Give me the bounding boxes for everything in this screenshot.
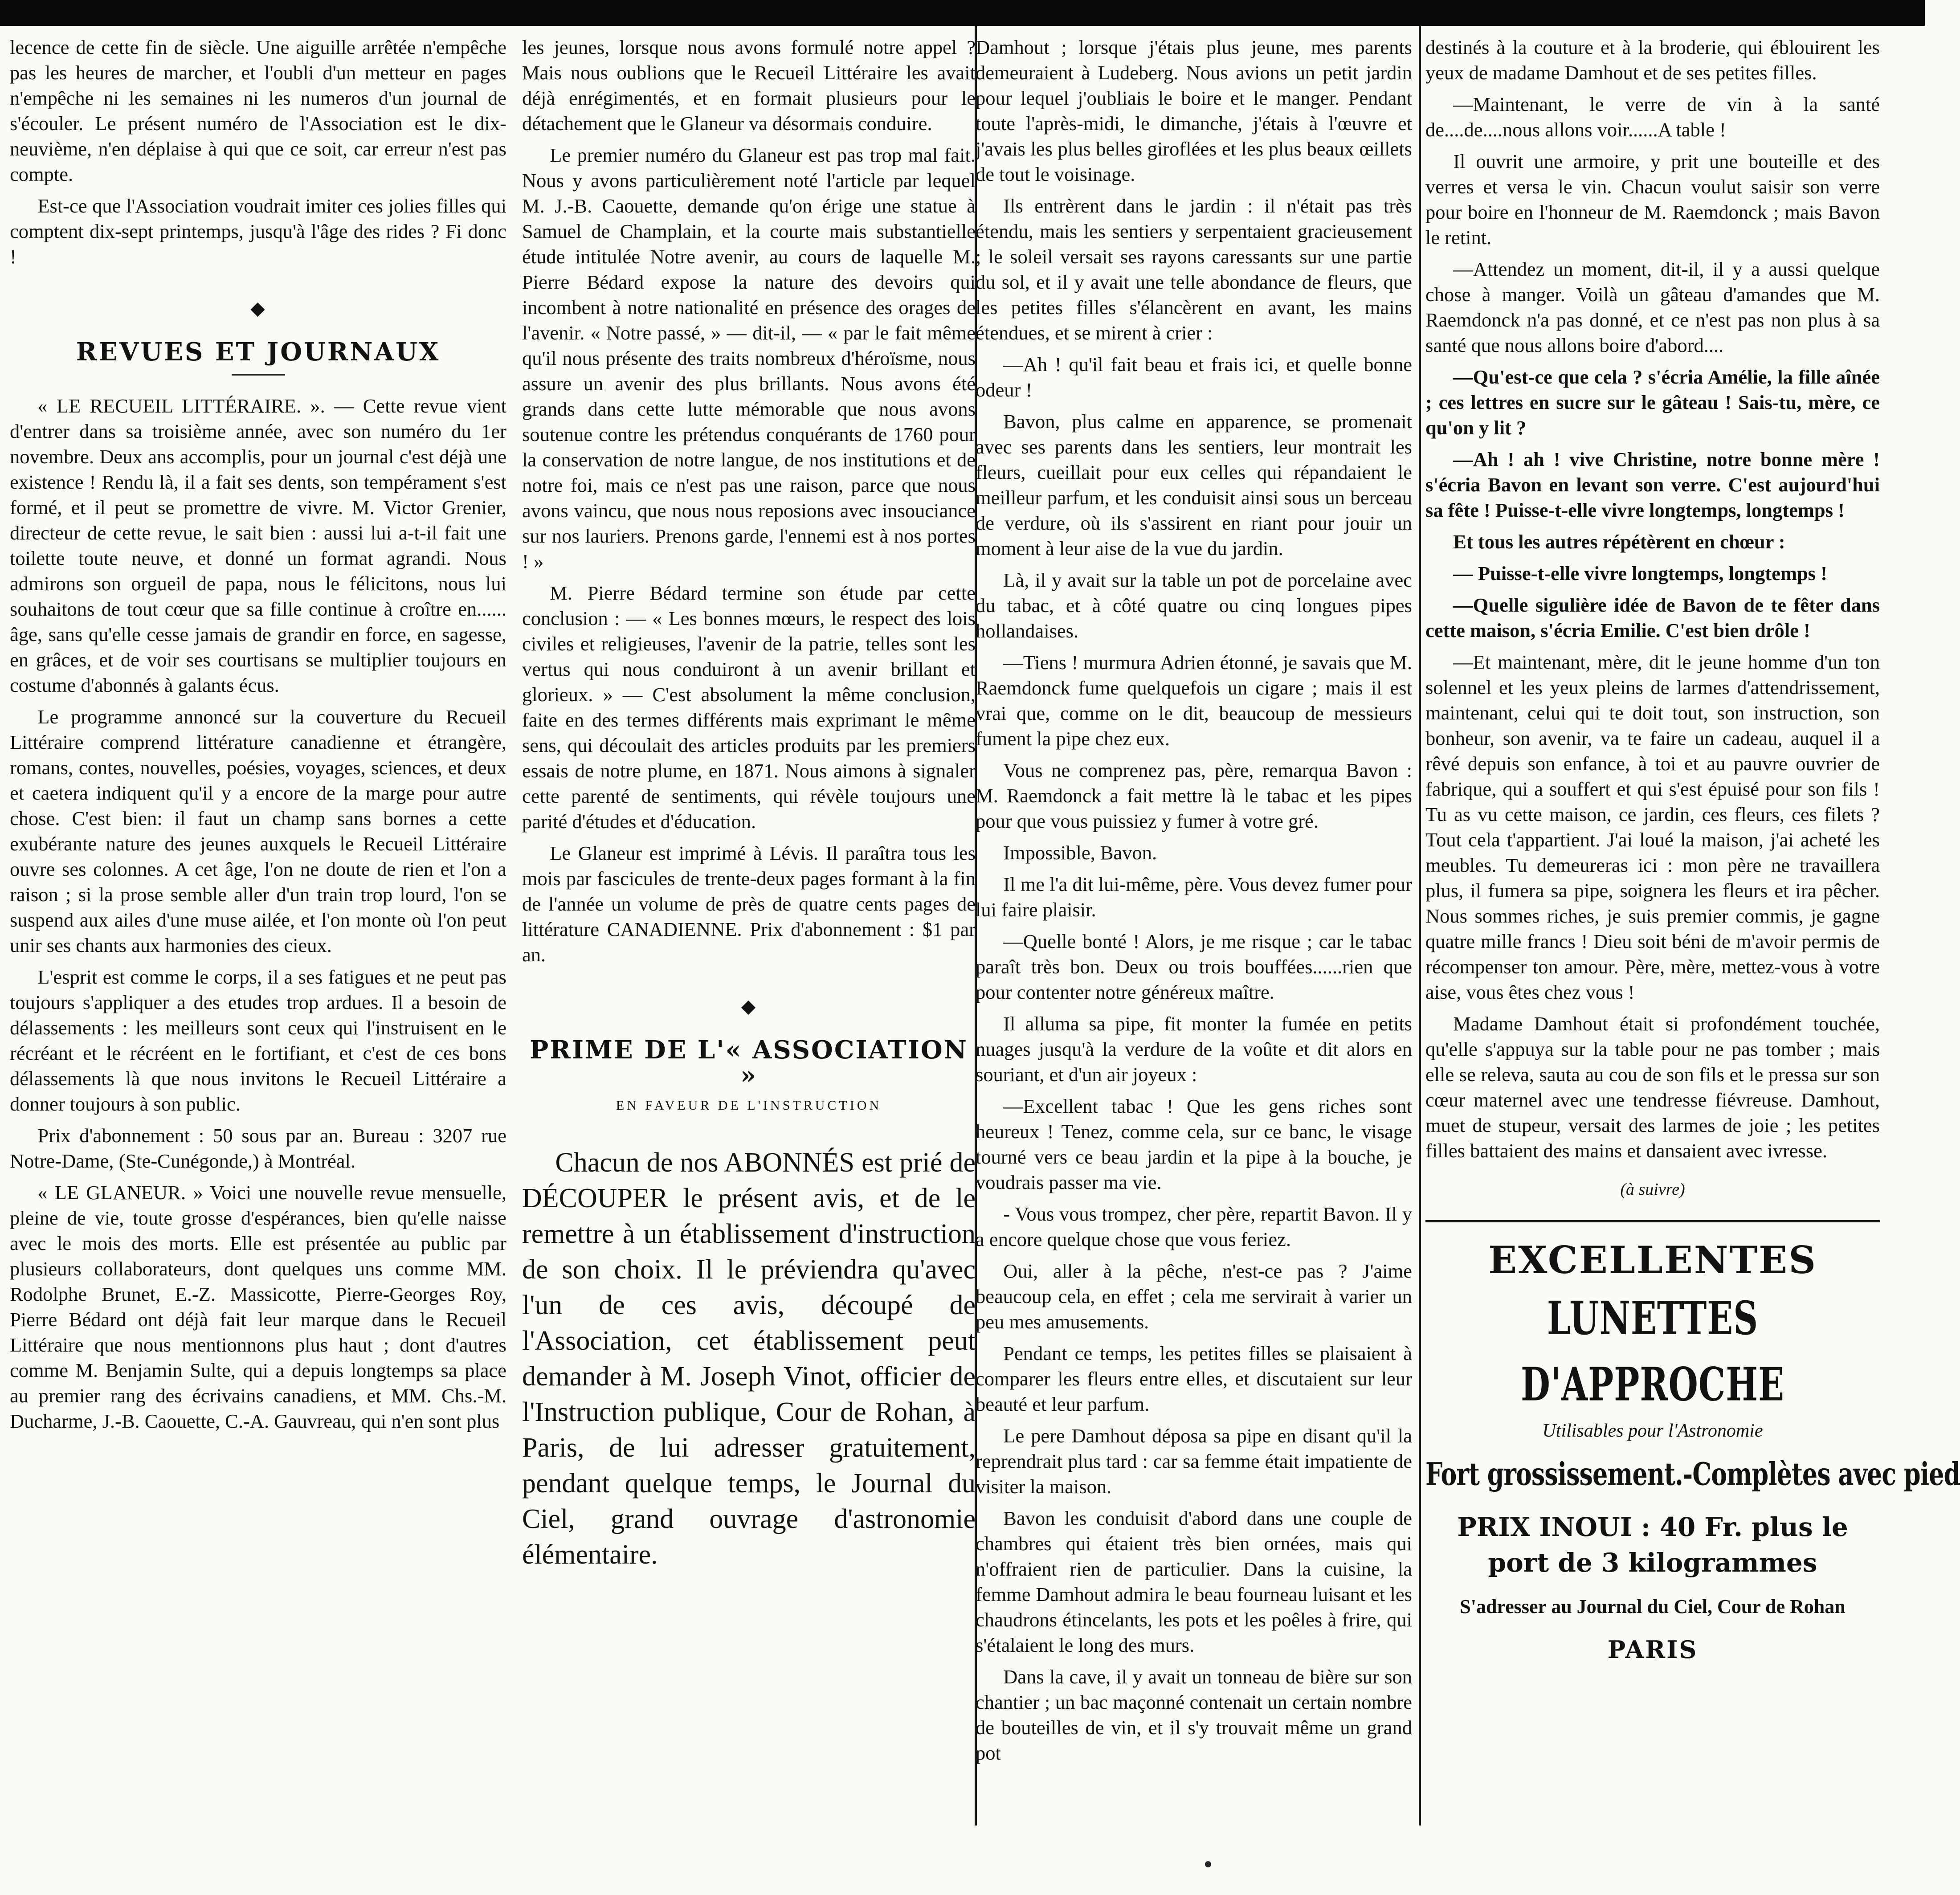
article-prix-recueil: Prix d'abonnement : 50 sous par an. Bureau : 3207 rue Notre-Dame, (Ste-Cunégonde,) à Montréal.: [10, 1124, 506, 1172]
column-2: [522, 35, 976, 1852]
column-divider: [1419, 26, 1421, 1826]
story-paragraph: Il alluma sa pipe, fit monter la fumée en petits nuages jusqu'à la verdure de la voûte et dit alors en souriant, et d'un air joyeux :: [976, 1013, 1412, 1086]
intro-paragraph-2: Est-ce que l'Association voudrait imiter ces jolies filles qui comptent dix-sept printemps, jusqu'à l'âge des rides ? Fi donc !: [10, 195, 506, 268]
story-paragraph: Dans la cave, il y avait un tonneau de bière sur son chantier ; un bac maçonné contenait un certain nombre de bouteilles de vin, et il s'y trouvait même un grand pot: [976, 1666, 1412, 1764]
story-paragraph: — Puisse-t-elle vivre longtemps, longtemps !: [1453, 562, 1827, 584]
column-1: [10, 35, 506, 1852]
story-paragraph: destinés à la couture et à la broderie, qui éblouirent les yeux de madame Damhout et de ses petites filles.: [1425, 36, 1880, 84]
glaneur-printing: Le Glaneur est imprimé à Lévis. Il paraîtra tous les mois par fascicules de trente-deux pages formant à la fin de l'année un volume de près de quatre cents pages de littérature CANADIENNE. Prix d'abonnement : $1 par an.: [522, 842, 976, 966]
article-recueil: « LE RECUEIL LITTÉRAIRE. ». — Cette revue vient d'entrer dans sa troisième année, avec son numéro du 1er novembre. Deux ans accomplis, pour un journal c'est déjà une existence ! Rendu là, il a fait ses dents, son tempérament s'est formé, et il peut se promettre de vivre. M. Victor Grenier, directeur de cette revue, le sait bien : aussi lui a-t-il fait une toilette toute neuve, et donné un format agrandi. Nous admirons son orgueil de papa, nous le félicitons, nous lui souhaitons de tout cœur que sa fille continue à croître en...... âge, sans qu'elle cesse jamais de grandir en force, en sagesse, en grâces, et de voir ses courtisans se multiplier toujours en costume d'abonnés à galants écus.: [10, 395, 506, 696]
section-ornament: [10, 296, 506, 322]
to-be-continued: (à suivre): [1620, 1180, 1685, 1199]
story-paragraph: —Tiens ! murmura Adrien étonné, je savais que M. Raemdonck fume quelquefois un cigare ; mais il est vrai que, comme on le dit, beaucoup de messieurs fument la pipe chez eux.: [976, 651, 1412, 750]
story-paragraph: —Attendez un moment, dit-il, il y a aussi quelque chose à manger. Voilà un gâteau d'amandes que M. Raemdonck n'a pas donné, et ce n'est pas non plus à sa santé que nous allons boire d'abord....: [1425, 258, 1880, 356]
bedard-conclusion: M. Pierre Bédard termine son étude par cette conclusion : — « Les bonnes mœurs, le respect des lois civiles et religieuses, l'avenir de la patrie, telles sont les vertus qui nous conduiront à un avenir brillant et glorieux. » — C'est absolument la même conclusion, faite en des termes différents mais exprimant le même sens, qui découlait des articles produits par les premiers essais de notre plume, en 1871. Nous aimons à signaler cette parenté de sentiments, qui révèle toujours une parité d'études et d'éducation.: [522, 582, 976, 833]
article-glaneur: « LE GLANEUR. » Voici une nouvelle revue mensuelle, pleine de vie, toute grosse d'espérances, bien qu'elle naisse avec le mois des morts. Elle est présentée au public par plusieurs collaborateurs, dont quelques uns comme MM. Rodolphe Brunet, E.-Z. Massicotte, Pierre-Georges Roy, Pierre Bédard ont déjà fait leur marque dans le Recueil Littéraire que nous mentionnons plus haut ; dont d'autres comme M. Benjamin Sulte, qui a depuis longtemps sa place au premier rang des écrivains canadiens, et MM. Chs.-M. Ducharme, J.-B. Caouette, C.-A. Gauvreau, qui n'en sont plus: [10, 1181, 506, 1432]
story-paragraph: Ils entrèrent dans le jardin : il n'était pas très étendu, mais les sentiers y serpentaient gracieusement ; le soleil versait ses rayons caressants sur une partie du sol, et il y avait une telle abondance de fleurs, que les petites filles s'élancèrent en avant, les mains étendues, et se mirent à crier :: [976, 195, 1412, 344]
story-paragraph: Damhout ; lorsque j'étais plus jeune, mes parents demeuraient à Ludeberg. Nous avions un petit jardin pour lequel j'oubliais le boire et le manger. Pendant toute l'après-midi, le dimanche, j'étais à l'œuvre et j'avais les plus belles giroflées et les plus beaux œillets de tout le voisinage.: [976, 36, 1412, 185]
ad-price: PRIX INOUI : 40 Fr. plus le port de 3 kilogrammes: [1457, 1512, 1848, 1578]
ad-top-rule: [1425, 1220, 1880, 1222]
ad-title-lunettes: LUNETTES D'APPROCHE: [1520, 1291, 1785, 1411]
title-underline: [232, 374, 285, 376]
ad-address: S'adresser au Journal du Ciel, Cour de Rohan: [1460, 1596, 1846, 1617]
story-paragraph: Et tous les autres répétèrent en chœur :: [1453, 531, 1785, 553]
story-paragraph: Là, il y avait sur la table un pot de porcelaine avec du tabac, et à côté quatre ou cinq longues pipes hollandaises.: [976, 569, 1412, 642]
ink-dot: [1205, 1861, 1211, 1867]
story-paragraph: —Maintenant, le verre de vin à la santé de....de....nous allons voir......A table !: [1425, 93, 1880, 141]
article-esprit: L'esprit est comme le corps, il a ses fatigues et ne peut pas toujours s'appliquer a des etudes trop ardues. Il a besoin de délassements : les meilleurs sont ceux qui l'instruisent en le récréant et le récréent en le fortifiant, et c'est de ces bons délassements là que nous invitons le Recueil Littéraire a donner toujours à son public.: [10, 966, 506, 1115]
story-paragraph: Impossible, Bavon.: [1003, 841, 1157, 864]
advertisement: [1425, 1236, 1960, 1664]
section-title: REVUES ET JOURNAUX: [76, 337, 441, 367]
intro-paragraph-1: lecence de cette fin de siècle. Une aiguille arrêtée n'empêche pas les heures de marcher, et l'oubli d'un metteur en pages n'empêche ni les semaines ni les numeros d'un journal de s'écouler. Le présent numéro de l'Association est le dix-neuvième, n'en déplaise à qui que ce soit, car erreur n'est pas compte.: [10, 36, 506, 185]
glaneur-review: Le premier numéro du Glaneur est pas trop mal fait. Nous y avons particulièrement noté l'article par lequel M. J.-B. Caouette, demande qu'on érige une statue à Samuel de Champlain, et la courte mais substantielle étude intitulée Notre avenir, au cours de laquelle M. Pierre Bédard expose la nature des devoirs qui incombent à notre nationalité en présence des orages de l'avenir. « Notre passé, » — dit-il, — « par le fait même qu'il nous présente des traits nombreux d'héroïsme, nous assure un avenir des plus brillants. Nous avons été grands dans cette lutte mémorable que nous avons soutenue contre les prétendus conquérants de 1760 pour la conservation de notre langue, de nos institutions et de notre foi, mais ce n'est pas une raison, parce que nous avons vaincu, que nous nous reposions avec insouciance sur nos lauriers. Prenons garde, l'ennemi est à nos portes ! »: [522, 144, 976, 572]
article-programme: Le programme annoncé sur la couverture du Recueil Littéraire comprend littérature canadienne et étrangère, romans, contes, nouvelles, poésies, voyages, sciences, et deux et caetera indiquent qu'il y a encore de la marge pour autre chose. C'est bien: il faut un champ sans bornes a cette exubérante nature des jeunes auxquels le Recueil Littéraire ouvre ses colonnes. A cet âge, l'on ne doute de rien et l'on a raison ; si la prose semble aller d'un train trop lourd, l'on se suspend aux ailes d'une muse ailée, et l'on monte où l'on peut unir ses chants aux harmonies des cieux.: [10, 706, 506, 956]
column-3: [976, 35, 1412, 1852]
column-4: [1425, 35, 1960, 1852]
story-paragraph: Vous ne comprenez pas, père, remarqua Bavon : M. Raemdonck a fait mettre là le tabac et les pipes pour que vous puissiez y fumer à votre gré.: [976, 759, 1412, 832]
story-paragraph: Bavon, plus calme en apparence, se promenait avec ses parents dans les sentiers, leur montrait les fleurs, cueillait pour eux celles qui répandaient le meilleur parfum, et les conduisit ainsi sous un berceau de verdure, où ils s'assirent en riant pour jouir un moment à leur aise de la vue du jardin.: [976, 410, 1412, 560]
story-paragraph: —Quelle bonté ! Alors, je me risque ; car le tabac paraît très bon. Deux ou trois bouffées......rien que pour contenter notre généreux maître.: [976, 930, 1412, 1003]
section-ornament: [522, 994, 976, 1020]
story-paragraph: Oui, aller à la pêche, n'est-ce pas ? J'aime beaucoup cela, en effet ; cela me servirait à varier un peu mes amusements.: [976, 1260, 1412, 1333]
top-black-bar: [0, 0, 1925, 26]
ad-feature: Fort grossissement.-Complètes avec pied: [1425, 1455, 1960, 1493]
story-paragraph: Pendant ce temps, les petites filles se plaisaient à comparer les fleurs entre elles, et discutaient sur leur beauté et leur parfum.: [976, 1342, 1412, 1415]
ad-subtitle: Utilisables pour l'Astronomie: [1542, 1421, 1763, 1441]
ornament-glyph: ◆: [250, 298, 266, 319]
story-paragraph: —Quelle sigulière idée de Bavon de te fêter dans cette maison, s'écria Emilie. C'est bien drôle !: [1425, 594, 1880, 641]
ad-city: PARIS: [1607, 1635, 1698, 1664]
ornament-glyph: ◆: [741, 997, 757, 1017]
story-paragraph: Il ouvrit une armoire, y prit une bouteille et des verres et versa le vin. Chacun voulut saisir son verre pour boire en l'honneur de M. Raemdonck ; mais Bavon le retint.: [1425, 150, 1880, 249]
story-paragraph: Le pere Damhout déposa sa pipe en disant qu'il la reprendrait plus tard : car sa femme était impatiente de visiter la maison.: [976, 1425, 1412, 1498]
story-paragraph: Bavon les conduisit d'abord dans une couple de chambres qui étaient très bien ornées, mais qui n'offraient rien de particulier. Dans la cuisine, la femme Damhout admira le beau fourneau luisant et les chaudrons étincelants, les pots et les poêles à frire, qui s'étalaient le long des murs.: [976, 1507, 1412, 1656]
story-paragraph: —Et maintenant, mère, dit le jeune homme d'un ton solennel et les yeux pleins de larmes d'attendrissement, maintenant, celui qui te doit tout, son instruction, son bonheur, son avenir, va te faire un cadeau, auquel il a rêvé depuis son enfance, à toi et au pauvre ouvrier de fabrique, qui a souffert et qui s'est épuisé pour son fils ! Tu as vu cette maison, ce jardin, ces fleurs, ces filets ? Tout cela t'appartient. J'ai loué la maison, j'ai acheté les meubles. Tu demeureras ici : mon père ne travaillera plus, il fumera sa pipe, soignera les fleurs et ira pêcher. Nous sommes riches, je suis premier commis, je gagne quatre mille francs ! Dieu soit béni de m'avoir permis de récompenser ton amour. Père, mère, mettez-vous à votre aise, vous êtes chez vous !: [1425, 651, 1880, 1003]
story-paragraph: —Ah ! ah ! vive Christine, notre bonne mère ! s'écria Bavon en levant son verre. C'est aujourd'hui sa fête ! Puisse-t-elle vivre longtemps, longtemps !: [1425, 448, 1880, 521]
prime-notice: [522, 1145, 976, 1572]
prime-subtitle: EN FAVEUR DE L'INSTRUCTION: [616, 1098, 882, 1113]
prime-notice-text: Chacun de nos ABONNÉS est prié de DÉCOUPER le présent avis, et de le remettre à un établissement d'instruction de son choix. Il le préviendra qu'avec l'un de ces avis, découpé de l'Association, cet établissement peut demander à M. Joseph Vinot, officier de l'Instruction publique, Cour de Rohan, à Paris, de lui adresser gratuitement, pendant quelque temps, le Journal du Ciel, grand ouvrage d'astronomie élémentaire.: [522, 1148, 976, 1570]
glaneur-continued: les jeunes, lorsque nous avons formulé notre appel ? Mais nous oublions que le Recueil Littéraire les avait déjà enrégimentés, et en formait plusieurs pour le détachement que le Glaneur va désormais conduire.: [522, 36, 976, 135]
ad-title-excellentes: EXCELLENTES: [1488, 1238, 1817, 1282]
story-paragraph: - Vous vous trompez, cher père, repartit Bavon. Il y a encore quelque chose que vous feriez.: [976, 1203, 1412, 1250]
prime-title: PRIME DE L'« ASSOCIATION »: [530, 1035, 968, 1090]
story-paragraph: —Ah ! qu'il fait beau et frais ici, et quelle bonne odeur !: [976, 353, 1412, 401]
story-paragraph: Madame Damhout était si profondément touchée, qu'elle s'appuya sur la table pour ne pas tomber ; mais elle se releva, sauta au cou de son fils et le pressa sur son cœur maternel avec une tendresse fiévreuse. Damhout, muet de stupeur, versait des larmes de joie ; les petites filles battaient des mains et dansaient avec ivresse.: [1425, 1013, 1880, 1162]
story-paragraph: Il me l'a dit lui-même, père. Vous devez fumer pour lui faire plaisir.: [976, 873, 1412, 921]
story-paragraph: —Excellent tabac ! Que les gens riches sont heureux ! Tenez, comme cela, sur ce banc, le visage tourné vers ce beau jardin et la pipe à la bouche, je voudrais passer ma vie.: [976, 1095, 1412, 1193]
story-paragraph: —Qu'est-ce que cela ? s'écria Amélie, la fille aînée ; ces lettres en sucre sur le gâteau ! Sais-tu, mère, ce qu'on y lit ?: [1425, 366, 1880, 439]
